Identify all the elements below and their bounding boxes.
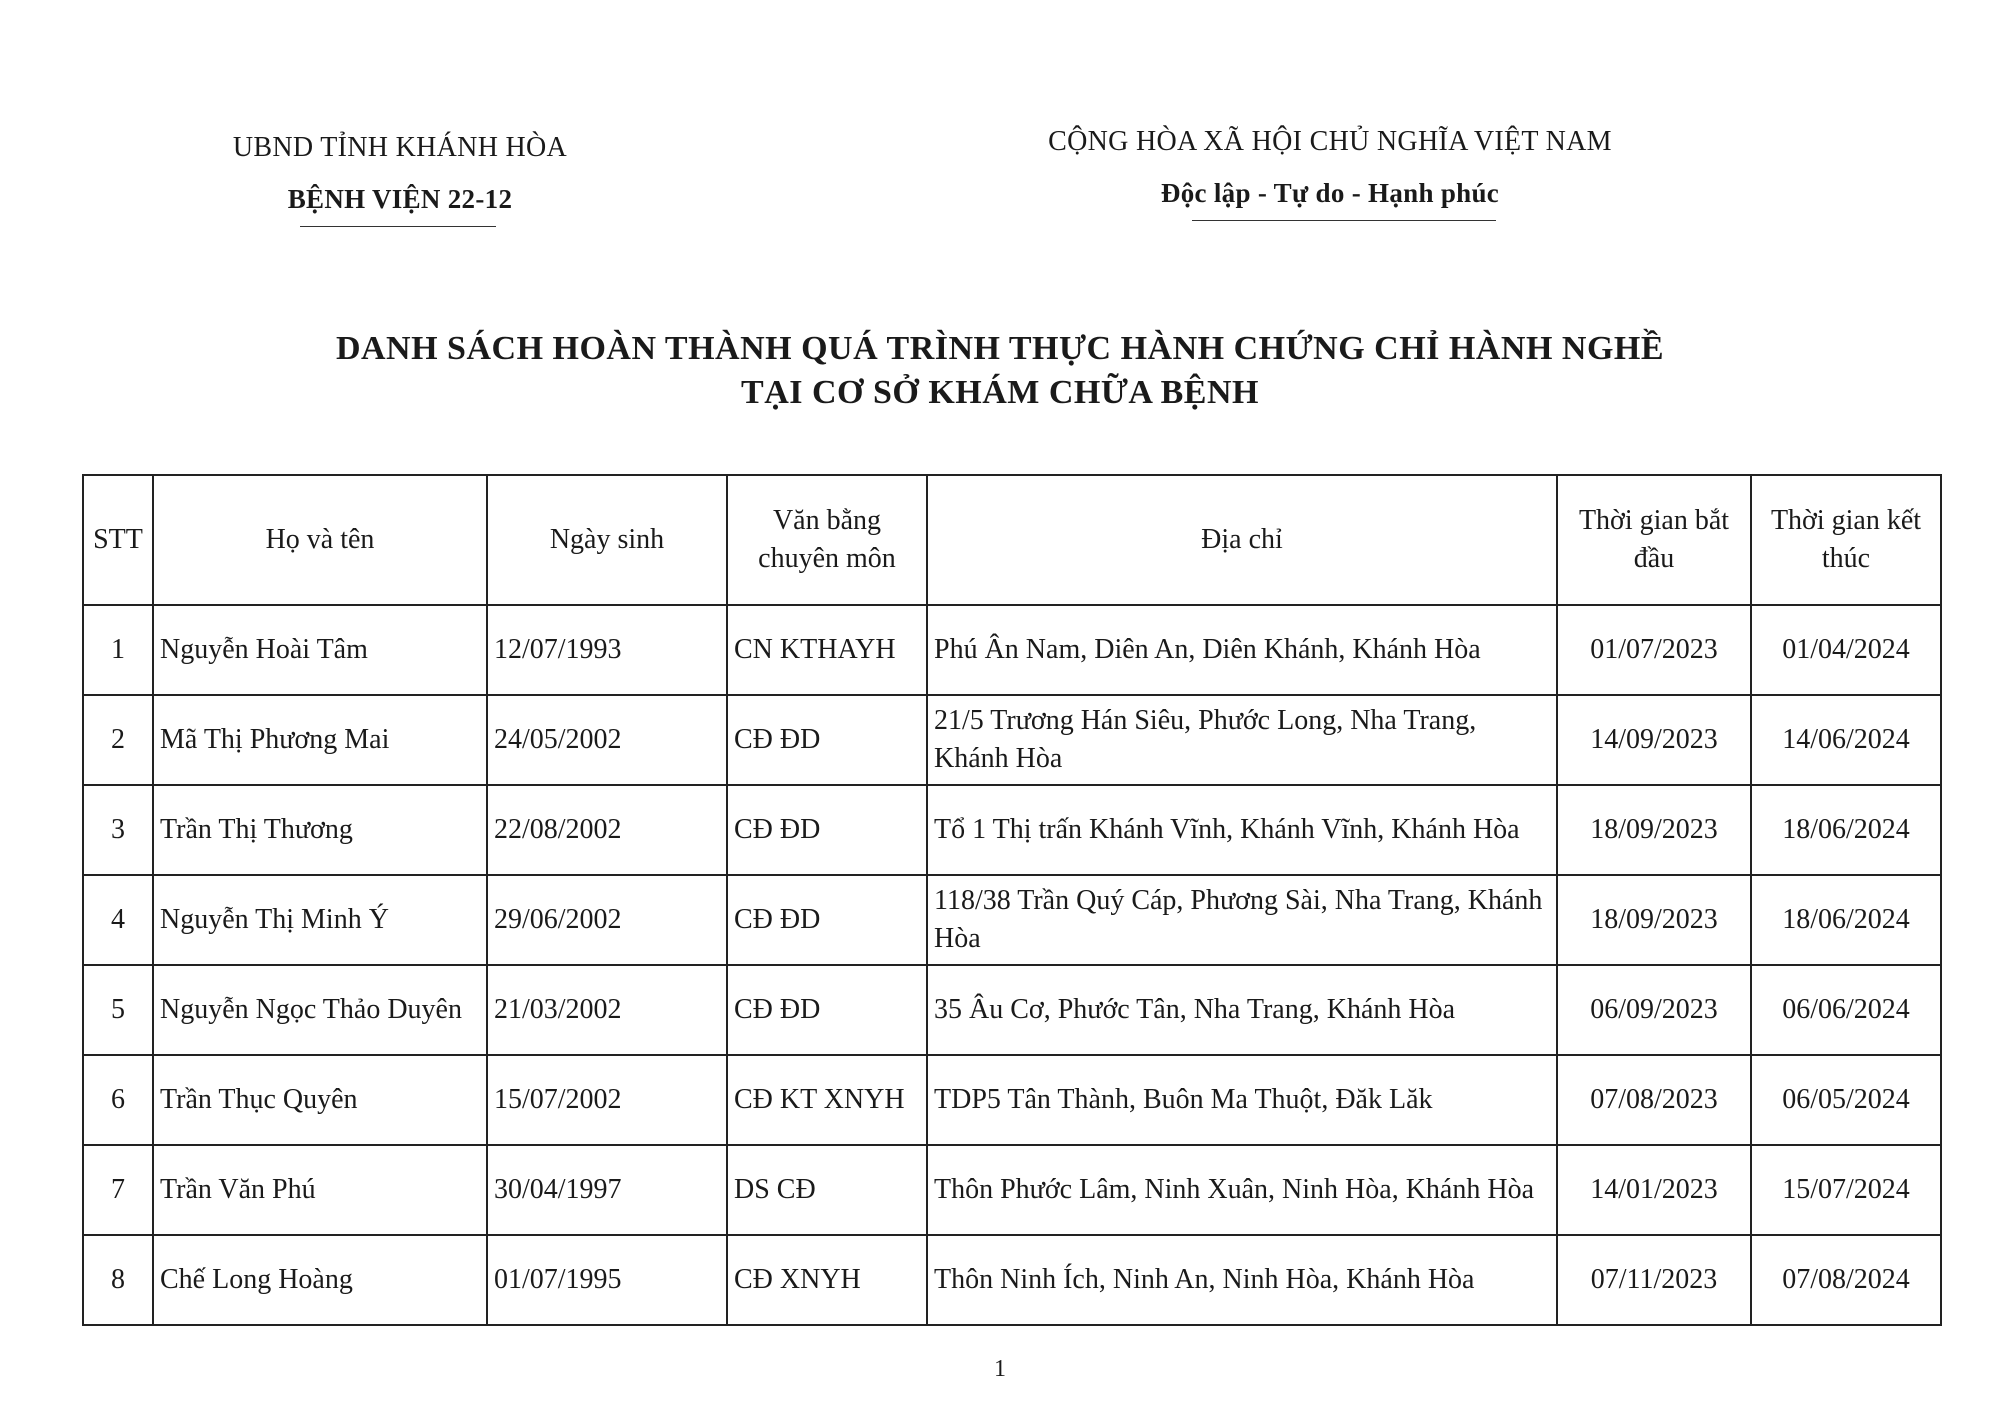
cell-stt: 6 — [83, 1055, 153, 1145]
cell-degree: CĐ ĐD — [727, 875, 927, 965]
cell-name: Chế Long Hoàng — [153, 1235, 487, 1325]
cell-stt: 2 — [83, 695, 153, 785]
cell-dob: 24/05/2002 — [487, 695, 727, 785]
table-row — [83, 695, 1941, 785]
cell-degree: CN KTHAYH — [727, 605, 927, 695]
page-number: 1 — [994, 1356, 1006, 1382]
column-header-stt: STT — [83, 475, 153, 605]
cell-start: 14/01/2023 — [1557, 1145, 1751, 1235]
column-header-degree: Văn bằng chuyên môn — [727, 475, 927, 605]
cell-dob: 22/08/2002 — [487, 785, 727, 875]
cell-name: Trần Thục Quyên — [153, 1055, 487, 1145]
cell-address: Tổ 1 Thị trấn Khánh Vĩnh, Khánh Vĩnh, Khánh Hòa — [927, 785, 1557, 875]
cell-end: 18/06/2024 — [1751, 785, 1941, 875]
cell-name: Nguyễn Hoài Tâm — [153, 605, 487, 695]
cell-end: 07/08/2024 — [1751, 1235, 1941, 1325]
cell-address: Thôn Phước Lâm, Ninh Xuân, Ninh Hòa, Khánh Hòa — [927, 1145, 1557, 1235]
cell-end: 18/06/2024 — [1751, 875, 1941, 965]
practice-completion-table — [82, 474, 1942, 1326]
header-left-underline — [300, 226, 496, 227]
cell-end: 06/05/2024 — [1751, 1055, 1941, 1145]
cell-address: 118/38 Trần Quý Cáp, Phương Sài, Nha Trang, Khánh Hòa — [927, 875, 1557, 965]
cell-start: 07/11/2023 — [1557, 1235, 1751, 1325]
cell-end: 14/06/2024 — [1751, 695, 1941, 785]
cell-address: Thôn Ninh Ích, Ninh An, Ninh Hòa, Khánh Hòa — [927, 1235, 1557, 1325]
table-row — [83, 965, 1941, 1055]
cell-start: 18/09/2023 — [1557, 785, 1751, 875]
header-right-underline — [1192, 220, 1496, 221]
cell-end: 15/07/2024 — [1751, 1145, 1941, 1235]
cell-degree: CĐ KT XNYH — [727, 1055, 927, 1145]
column-header-name: Họ và tên — [153, 475, 487, 605]
cell-dob: 21/03/2002 — [487, 965, 727, 1055]
cell-name: Nguyễn Ngọc Thảo Duyên — [153, 965, 487, 1055]
cell-name: Nguyễn Thị Minh Ý — [153, 875, 487, 965]
document-title-line1: DANH SÁCH HOÀN THÀNH QUÁ TRÌNH THỰC HÀNH CHỨNG CHỈ HÀNH NGHỀ — [335, 330, 1665, 367]
table-row — [83, 785, 1941, 875]
cell-start: 06/09/2023 — [1557, 965, 1751, 1055]
cell-address: Phú Ân Nam, Diên An, Diên Khánh, Khánh Hòa — [927, 605, 1557, 695]
column-header-start: Thời gian bắt đầu — [1557, 475, 1751, 605]
hospital-name: BỆNH VIỆN 22-12 — [287, 184, 513, 214]
cell-end: 01/04/2024 — [1751, 605, 1941, 695]
cell-stt: 8 — [83, 1235, 153, 1325]
cell-name: Mã Thị Phương Mai — [153, 695, 487, 785]
table-row — [83, 605, 1941, 695]
national-motto: Độc lập - Tự do - Hạnh phúc — [1160, 178, 1500, 208]
cell-start: 07/08/2023 — [1557, 1055, 1751, 1145]
cell-name: Trần Văn Phú — [153, 1145, 487, 1235]
cell-name: Trần Thị Thương — [153, 785, 487, 875]
column-header-end: Thời gian kết thúc — [1751, 475, 1941, 605]
cell-degree: CĐ ĐD — [727, 965, 927, 1055]
cell-stt: 7 — [83, 1145, 153, 1235]
cell-stt: 4 — [83, 875, 153, 965]
cell-stt: 5 — [83, 965, 153, 1055]
cell-degree: CĐ ĐD — [727, 695, 927, 785]
cell-start: 01/07/2023 — [1557, 605, 1751, 695]
column-header-address: Địa chỉ — [927, 475, 1557, 605]
cell-stt: 3 — [83, 785, 153, 875]
table-header-row — [83, 475, 1941, 605]
cell-address: 35 Âu Cơ, Phước Tân, Nha Trang, Khánh Hòa — [927, 965, 1557, 1055]
table-row — [83, 1235, 1941, 1325]
cell-end: 06/06/2024 — [1751, 965, 1941, 1055]
cell-address: 21/5 Trương Hán Siêu, Phước Long, Nha Trang, Khánh Hòa — [927, 695, 1557, 785]
table-row — [83, 875, 1941, 965]
cell-dob: 29/06/2002 — [487, 875, 727, 965]
column-header-dob: Ngày sinh — [487, 475, 727, 605]
cell-degree: CĐ XNYH — [727, 1235, 927, 1325]
table-row — [83, 1055, 1941, 1145]
table-row — [83, 1145, 1941, 1235]
cell-start: 14/09/2023 — [1557, 695, 1751, 785]
cell-address: TDP5 Tân Thành, Buôn Ma Thuột, Đăk Lăk — [927, 1055, 1557, 1145]
agency-name: UBND TỈNH KHÁNH HÒA — [232, 132, 568, 163]
document-title-line2: TẠI CƠ SỞ KHÁM CHỮA BỆNH — [741, 374, 1259, 411]
cell-dob: 01/07/1995 — [487, 1235, 727, 1325]
cell-degree: CĐ ĐD — [727, 785, 927, 875]
cell-dob: 30/04/1997 — [487, 1145, 727, 1235]
cell-dob: 12/07/1993 — [487, 605, 727, 695]
cell-stt: 1 — [83, 605, 153, 695]
cell-degree: DS CĐ — [727, 1145, 927, 1235]
country-name: CỘNG HÒA XÃ HỘI CHỦ NGHĨA VIỆT NAM — [1048, 126, 1612, 157]
cell-dob: 15/07/2002 — [487, 1055, 727, 1145]
cell-start: 18/09/2023 — [1557, 875, 1751, 965]
